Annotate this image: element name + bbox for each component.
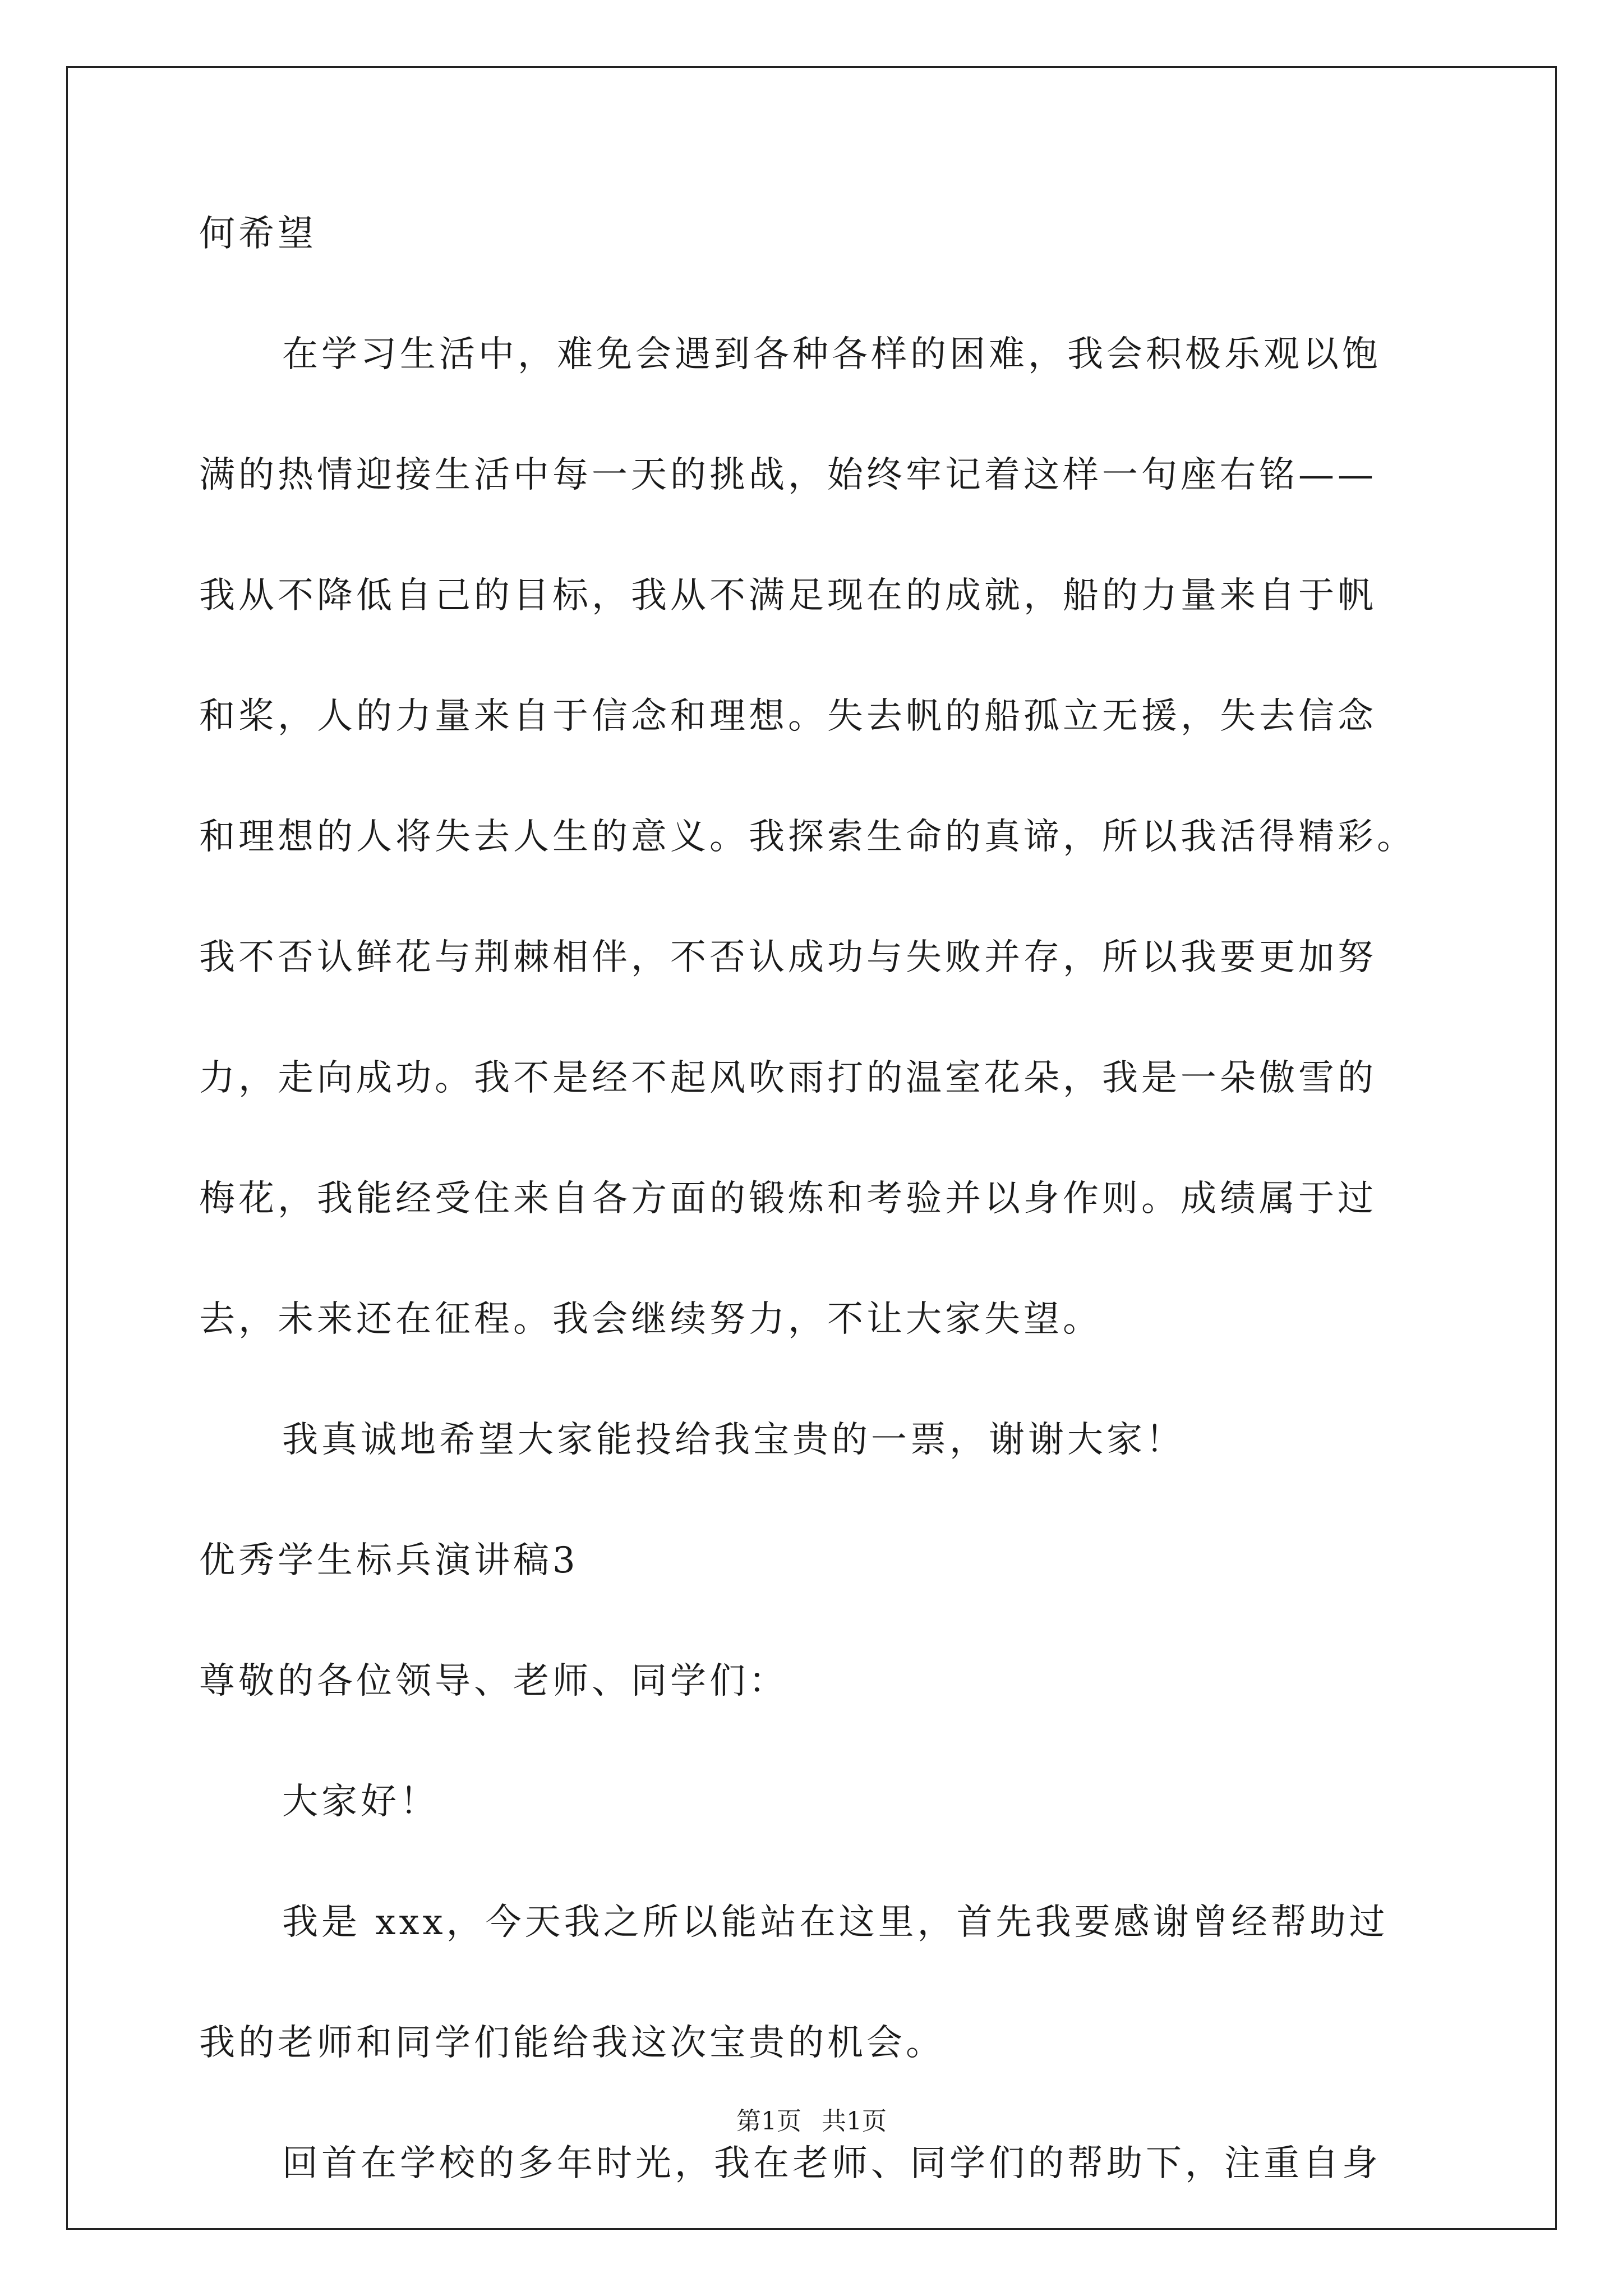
page-number: 第1页 (736, 2107, 801, 2136)
page-total: 共1页 (822, 2107, 887, 2136)
doc-line: 满的热情迎接生活中每一天的挑战，始终牢记着这样一句座右铭—— (199, 454, 1377, 496)
page-footer (0, 2109, 1623, 2134)
doc-line: 去，未来还在征程。我会继续努力，不让大家失望。 (199, 1299, 1102, 1340)
doc-line: 和桨，人的力量来自于信念和理想。失去帆的船孤立无援，失去信念 (199, 696, 1377, 737)
doc-line: 梅花，我能经受住来自各方面的锻炼和考验并以身作则。成绩属于过 (199, 1178, 1377, 1220)
document-body (199, 213, 1483, 2266)
section-heading: 优秀学生标兵演讲稿3 (199, 1540, 579, 1581)
doc-line: 我的老师和同学们能给我这次宝贵的机会。 (199, 2022, 945, 2064)
doc-line: 我不否认鲜花与荆棘相伴，不否认成功与失败并存，所以我要更加努 (199, 937, 1377, 978)
doc-line: 在学习生活中，难免会遇到各种各样的困难，我会积极乐观以饱 (282, 334, 1381, 375)
doc-line: 何希望 (199, 213, 317, 255)
doc-line: 我真诚地希望大家能投给我宝贵的一票，谢谢大家！ (282, 1419, 1185, 1461)
salutation: 尊敬的各位领导、老师、同学们： (199, 1660, 788, 1702)
doc-line: 回首在学校的多年时光，我在老师、同学们的帮助下，注重自身 (282, 2143, 1381, 2184)
doc-line: 力，走向成功。我不是经不起风吹雨打的温室花朵，我是一朵傲雪的 (199, 1057, 1377, 1099)
doc-line: 和理想的人将失去人生的意义。我探索生命的真谛，所以我活得精彩。 (199, 816, 1416, 858)
doc-line: 我是 xxx，今天我之所以能站在这里，首先我要感谢曾经帮助过 (282, 1902, 1389, 1943)
greeting: 大家好！ (282, 1781, 439, 1823)
doc-line: 我从不降低自己的目标，我从不满足现在的成就，船的力量来自于帆 (199, 575, 1377, 616)
